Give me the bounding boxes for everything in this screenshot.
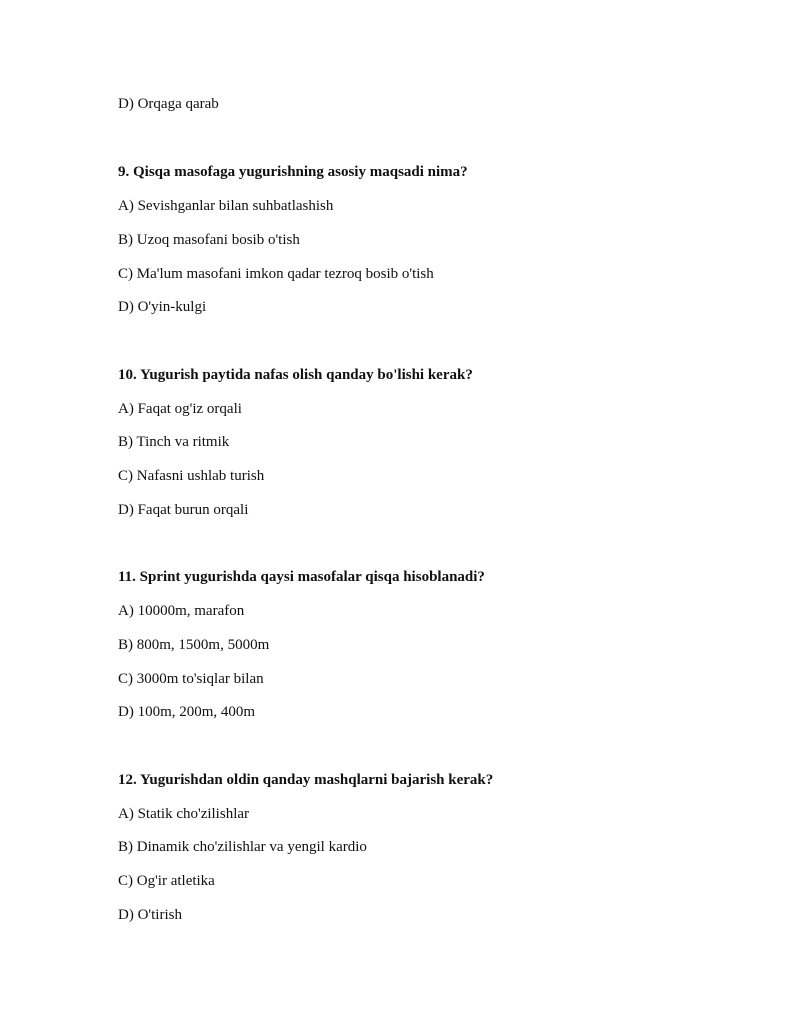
question-title: 12. Yugurishdan oldin qanday mashqlarni bajarish kerak? bbox=[118, 772, 494, 788]
option-b: B) Tinch va ritmik bbox=[118, 434, 230, 450]
option-b: B) Uzoq masofani bosib o'tish bbox=[118, 232, 300, 248]
option-a: A) Faqat og'iz orqali bbox=[118, 401, 242, 417]
option-d: D) O'tirish bbox=[118, 907, 182, 923]
previous-question-option-d: D) Orqaga qarab bbox=[118, 96, 219, 112]
option-c: C) Nafasni ushlab turish bbox=[118, 468, 265, 484]
option-d: D) Faqat burun orqali bbox=[118, 502, 249, 518]
option-a: A) Statik cho'zilishlar bbox=[118, 806, 250, 822]
option-c: C) Ma'lum masofani imkon qadar tezroq bosib o'tish bbox=[118, 266, 434, 282]
option-c: C) 3000m to'siqlar bilan bbox=[118, 671, 264, 687]
option-b: B) 800m, 1500m, 5000m bbox=[118, 637, 270, 653]
option-a: A) 10000m, marafon bbox=[118, 603, 245, 619]
option-d: D) 100m, 200m, 400m bbox=[118, 704, 256, 720]
option-c: C) Og'ir atletika bbox=[118, 873, 215, 889]
option-b: B) Dinamik cho'zilishlar va yengil kardio bbox=[118, 839, 367, 855]
option-d: D) O'yin-kulgi bbox=[118, 299, 207, 315]
option-a: A) Sevishganlar bilan suhbatlashish bbox=[118, 198, 334, 214]
question-title: 10. Yugurish paytida nafas olish qanday bo'lishi kerak? bbox=[118, 367, 473, 383]
question-title: 11. Sprint yugurishda qaysi masofalar qisqa hisoblanadi? bbox=[118, 569, 485, 585]
question-title: 9. Qisqa masofaga yugurishning asosiy maqsadi nima? bbox=[118, 164, 468, 180]
